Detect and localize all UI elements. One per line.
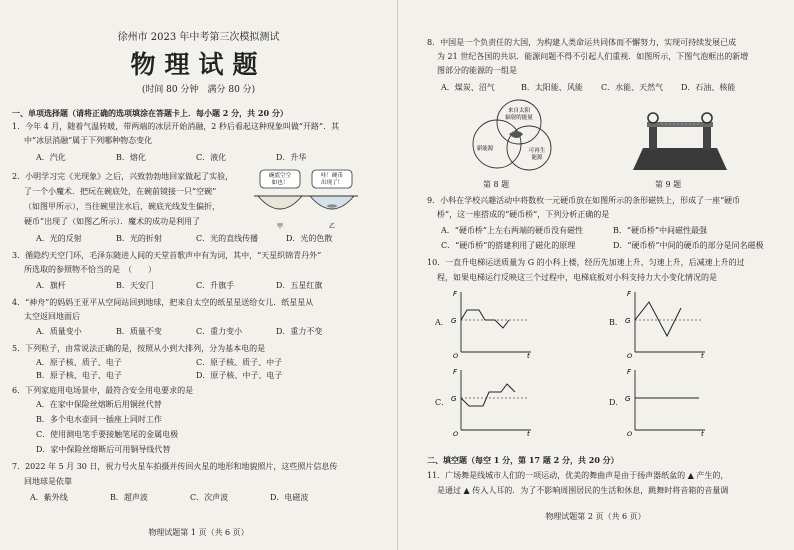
q9-line: 9．小科在学校兴趣活动中将数枚一元硬币放在如图所示的条形磁铁上，形成了一座“硬币 <box>427 196 741 205</box>
q7-option: C．次声波 <box>190 493 229 502</box>
magnet-pillar-right <box>703 126 711 150</box>
q5-line: 5．下列粒子，由常说法正确的是，按照从小到大排列，分为基本电的是 <box>12 344 266 353</box>
q7-option: B．超声波 <box>110 493 148 502</box>
graph-c-axis-x: t <box>527 430 530 436</box>
q2-line: （如图甲所示），当往碗里注水后，碗底光线发生偏折， <box>24 202 220 211</box>
bowl-label-b: 乙 <box>328 223 336 230</box>
bowl-label-a: 甲 <box>276 223 284 230</box>
q4-option: A．质量变小 <box>36 327 82 336</box>
magnet-pillar-left <box>649 126 657 150</box>
graph-c-axis-y: F <box>453 368 458 376</box>
q5-option: C．原子核、质子、中子 <box>196 358 283 367</box>
subject-title: 物理试题 <box>130 50 267 79</box>
q7-line: 7．2022 年 5 月 30 日，祝力号火星车拍摄并传回火星的地形和地貌照片，这些照片信息传 <box>12 462 338 471</box>
q2-line: 2．小明学习完《光现象》之后，兴致勃勃地回家做起了实验， <box>12 172 234 181</box>
q1-option: B．熔化 <box>116 153 146 162</box>
q1-line: 中“冰层消融”属于下列哪种物态变化 <box>24 136 153 145</box>
graph-a-origin: O <box>453 352 459 358</box>
graph-a-ref: G <box>451 317 457 325</box>
q9-figure-label: 第 9 题 <box>655 180 682 189</box>
q2-option: B．光的折射 <box>116 234 162 243</box>
q8-option: A．煤炭、沼气 <box>441 83 495 92</box>
q6-option: D．家中保险丝熔断后可用铜导线代替 <box>36 445 171 454</box>
q2-bowls-figure <box>250 168 370 230</box>
bowl-left-icon <box>258 196 302 209</box>
q8-line: 图部分的能源的一组是 <box>437 66 517 75</box>
coin-bridge-span <box>647 122 713 127</box>
q11-line: 是通过 ▲ 传入人耳的．为了不影响周围居民的生活和休息，跳舞时将音箱的音量调 <box>437 486 729 495</box>
graph-a <box>449 288 535 358</box>
q2-option: D．光的色散 <box>286 234 333 243</box>
q2-line: 了一个小魔术．把玩在碗底处，在碗前镜接一只“空碗” <box>24 187 217 196</box>
section2-header: 二、填空题（每空 1 分，第 17 题 2 分，共 20 分） <box>427 455 619 465</box>
venn-shaded-region <box>509 131 523 138</box>
venn-top-label: 辐射的能量 <box>505 115 533 121</box>
graph-b-axis-x: t <box>701 352 704 358</box>
q6-option: B．多个电水壶同一插座上同时工作 <box>36 415 162 424</box>
graph-d-ref: G <box>625 395 631 403</box>
q8-option: C．水能、天然气 <box>601 83 664 92</box>
q3-line: 所选取的参照物不恰当的是 （ ） <box>24 265 156 274</box>
q1-option: C．液化 <box>196 153 227 162</box>
q2-option: C．光的直线传播 <box>196 234 259 243</box>
page-footer-right: 物理试题第 2 页（共 6 页） <box>545 512 646 521</box>
bubble-left-line: 如也！ <box>271 180 289 186</box>
graph-d-axis-y: F <box>627 368 632 376</box>
q3-option: B．天安门 <box>116 281 154 290</box>
bubble-left-line: 碗底空空 <box>268 173 292 179</box>
q3-option: A．旗杆 <box>36 281 66 290</box>
q4-option: B．质量不变 <box>116 327 162 336</box>
q9-option: A．“硬币桥”上左右两端的硬币没有磁性 <box>441 226 583 235</box>
q7-line: 回地球是依靠 <box>24 477 72 486</box>
bubble-right-line: 出现了！ <box>320 180 344 186</box>
school-title: 徐州市 2023 年中考第三次模拟测试 <box>117 32 280 43</box>
graph-c <box>449 366 535 436</box>
q3-line: 3．循隐约天空门环，毛泽东随进人间的天堂首歌声中有为词，其中，“天星织锦青丹外” <box>12 251 322 260</box>
q10-line: 程，如果电梯运行反映这三个过程中，电梯底板对小科支持力大小变化情况的是 <box>437 273 717 282</box>
coin-stack-left-icon <box>648 113 658 123</box>
q1-option: A．汽化 <box>36 153 66 162</box>
venn-left-label: 新能源 <box>476 146 494 152</box>
graph-a-letter: A． <box>435 318 449 327</box>
venn-right-label: 可再生 <box>528 148 546 154</box>
graph-b-axis-y: F <box>627 290 632 298</box>
q9-line: 桥”，这一座搭成的“硬币桥”，下列分析正确的是 <box>437 210 610 219</box>
q6-option: C．使用测电笔手要接触笔尾的金属电极 <box>36 430 179 439</box>
exam-meta: (时间 80 分钟 满分 80 分) <box>141 85 256 95</box>
q3-option: D．五星红旗 <box>276 281 323 290</box>
q8-line: 8．中国是一个负责任的大国，为构建人类命运共同体而不懈努力，实现可持续发展已成 <box>427 38 737 47</box>
q6-option: A．在家中保险丝熔断后用铜丝代替 <box>36 400 162 409</box>
q9-option: C．“硬币桥”的搭建利用了磁化的原理 <box>441 241 576 250</box>
graph-b-ref: G <box>625 317 631 325</box>
q9-option: D．“硬币桥”中间的硬币的部分是同名磁极 <box>613 241 764 250</box>
q5-option: A．原子核、质子、电子 <box>36 358 122 367</box>
q3-option: C．升旗手 <box>196 281 235 290</box>
q4-line: 太空返回地面后 <box>24 312 80 321</box>
q5-option: B．原子核、电子、电子 <box>36 371 122 380</box>
q2-line: 硬币”出现了（如图乙所示）．魔术的成功是利用了 <box>24 217 201 226</box>
q4-option: D．重力不变 <box>276 327 323 336</box>
graph-d-letter: D． <box>609 398 624 407</box>
q11-line: 11．广场舞是线城市人们的一项运动，优美的舞曲声是由于扬声器纸盆的 ▲ 产生的， <box>427 471 729 480</box>
page-footer-left: 物理试题第 1 页（共 6 页） <box>148 528 249 537</box>
graph-b <box>623 288 709 358</box>
bubble-right-line: 哇！硬币 <box>320 173 344 179</box>
venn-right-label: 能源 <box>531 155 543 161</box>
q6-line: 6．下列家庭用电场景中，最符合安全用电要求的是 <box>12 386 194 395</box>
q7-option: D．电磁波 <box>270 493 309 502</box>
graph-c-ref: G <box>451 395 457 403</box>
q1-line: 1．今年 4 月，随着气温转暖，带两端的冰层开始消融，2 秒后看起这种现象叫做“开路”．其 <box>12 122 340 131</box>
q9-coin-bridge-figure <box>625 104 735 174</box>
graph-c-letter: C． <box>435 398 450 407</box>
q4-line: 4．“神舟”的妈妈王亚平从空间站回到地球，把来自太空的纸星星送给女儿．纸星星从 <box>12 298 314 307</box>
q2-option: A．光的反射 <box>36 234 82 243</box>
q5-option: D．原子核、中子、电子 <box>196 371 283 380</box>
graph-b-letter: B． <box>609 318 623 327</box>
q1-option: D．升华 <box>276 153 307 162</box>
q8-option: B．太阳能、风能 <box>521 83 583 92</box>
graph-d-axis-x: t <box>701 430 704 436</box>
q10-line: 10．一直升电梯运送质量为 G 的小科上楼，经历先加速上升、匀速上升，后减速上升的过 <box>427 258 745 267</box>
q7-option: A．紫外线 <box>30 493 68 502</box>
graph-a-axis-y: F <box>453 290 458 298</box>
graph-d-origin: O <box>627 430 633 436</box>
q4-option: C．重力变小 <box>196 327 243 336</box>
graph-b-origin: O <box>627 352 633 358</box>
venn-top-label: 来自太阳 <box>507 108 531 114</box>
q8-option: D．石油、核能 <box>681 83 736 92</box>
q9-option: B．“硬币桥”中间磁性最强 <box>613 226 708 235</box>
graph-a-axis-x: t <box>527 352 530 358</box>
page-right <box>397 0 794 550</box>
coin-icon <box>327 204 337 207</box>
magnet-base-icon <box>633 148 727 170</box>
q8-figure-label: 第 8 题 <box>483 180 510 189</box>
coin-stack-right-icon <box>702 113 712 123</box>
venn-circle-left <box>473 120 521 168</box>
section1-header: 一、单项选择题（请将正确的选项填涂在答题卡上．每小题 2 分，共 20 分） <box>12 108 288 118</box>
q8-venn-diagram <box>457 98 567 176</box>
graph-d <box>623 366 709 436</box>
q8-line: 为 21 世纪各国的共识．能源问题不得不引起人们重视．如图所示，下图气泡框出的新增 <box>437 52 749 61</box>
graph-c-origin: O <box>453 430 459 436</box>
